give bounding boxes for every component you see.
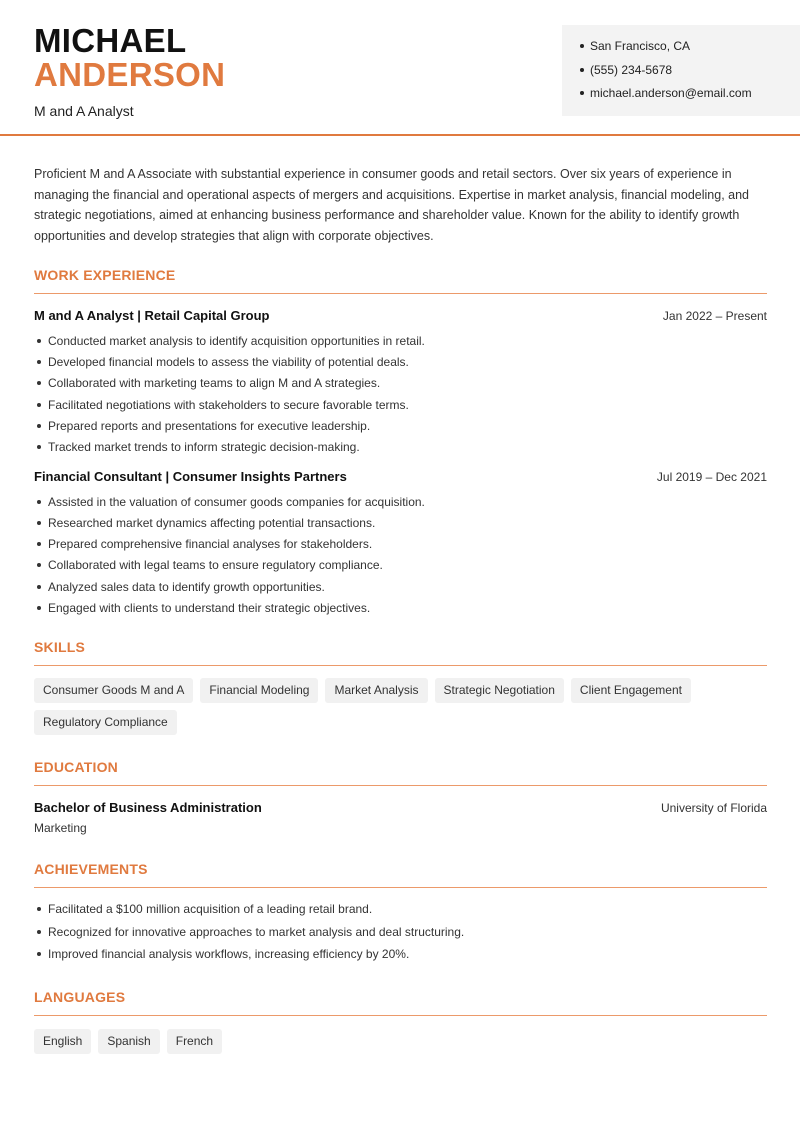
school: University of Florida: [660, 801, 767, 816]
list-item: [34, 439, 767, 460]
bullet-icon: [37, 360, 41, 364]
job-title: M and A Analyst: [34, 103, 134, 119]
name-block: [34, 24, 225, 119]
bullet-text: Engaged with clients to understand their strategic objectives.: [48, 601, 371, 616]
job-role: M and A Analyst | Retail Capital Group: [34, 307, 270, 323]
job-entry: [34, 308, 767, 461]
skill-chip: Regulatory Compliance: [34, 710, 177, 735]
list-item: [34, 333, 767, 354]
bullet-icon: [37, 381, 41, 385]
skill-chip: Market Analysis: [325, 678, 427, 703]
skill-chip: Client Engagement: [571, 678, 691, 703]
bullet-icon: [37, 907, 41, 911]
job-entry: [34, 469, 767, 622]
section-divider: [34, 293, 767, 294]
education-section: [34, 759, 767, 835]
experience-section: [34, 267, 767, 622]
language-chip: English: [34, 1029, 91, 1054]
bullet-text: Improved financial analysis workflows, increasing efficiency by 20%.: [48, 947, 410, 962]
bullet-text: Analyzed sales data to identify growth opportunities.: [48, 579, 325, 594]
section-divider: [34, 665, 767, 666]
bullet-icon: [37, 563, 41, 567]
bullet-text: Developed financial models to assess the viability of potential deals.: [48, 355, 409, 370]
section-divider: [34, 887, 767, 888]
bullet-icon: [37, 445, 41, 449]
section-title-experience: WORK EXPERIENCE: [34, 266, 176, 283]
contact-email: [580, 85, 800, 109]
bullet-icon: [37, 952, 41, 956]
section-divider: [34, 1015, 767, 1016]
bullet-text: Researched market dynamics affecting potential transactions.: [48, 515, 376, 530]
list-item: [34, 579, 767, 600]
resume-header: [0, 0, 800, 136]
section-title-achievements: ACHIEVEMENTS: [34, 861, 148, 878]
education-header: [34, 800, 767, 815]
list-item: [34, 924, 767, 947]
bullet-icon: [37, 606, 41, 610]
list-item: [34, 536, 767, 557]
list-item: [34, 600, 767, 621]
bullet-icon: [37, 424, 41, 428]
achievements-list: [34, 901, 767, 969]
languages-section: [34, 989, 767, 1061]
bullet-text: Assisted in the valuation of consumer goods companies for acquisition.: [48, 494, 425, 509]
bullet-text: Collaborated with legal teams to ensure regulatory compliance.: [48, 558, 383, 573]
bullet-text: Facilitated negotiations with stakeholders to secure favorable terms.: [48, 397, 409, 412]
section-title-education: EDUCATION: [34, 759, 118, 776]
section-title-languages: LANGUAGES: [34, 988, 126, 1005]
skill-chip: Financial Modeling: [200, 678, 318, 703]
location-text: San Francisco, CA: [590, 39, 691, 53]
contact-phone: [580, 62, 800, 86]
list-item: [34, 494, 767, 515]
bullet-text: Prepared comprehensive financial analyses for stakeholders.: [48, 537, 373, 552]
list-item: [34, 397, 767, 418]
list-item: [34, 557, 767, 578]
bullet-icon: [37, 585, 41, 589]
degree: Bachelor of Business Administration: [34, 800, 262, 816]
last-name: ANDERSON: [34, 56, 226, 93]
job-bullets: [34, 494, 767, 622]
language-chip: Spanish: [98, 1029, 159, 1054]
bullet-text: Collaborated with marketing teams to align M and A strategies.: [48, 376, 381, 391]
bullet-icon: [580, 68, 584, 72]
skills-section: [34, 639, 767, 742]
section-divider: [34, 785, 767, 786]
job-dates: Jul 2019 – Dec 2021: [656, 469, 767, 484]
bullet-icon: [580, 91, 584, 95]
list-item: [34, 354, 767, 375]
list-item: [34, 418, 767, 439]
skills-chips: [34, 678, 767, 742]
list-item: [34, 515, 767, 536]
language-chips: [34, 1029, 767, 1061]
list-item: [34, 901, 767, 924]
contact-location: [580, 38, 800, 62]
phone-text: (555) 234-5678: [590, 62, 673, 77]
language-chip: French: [167, 1029, 222, 1054]
education-entry: [34, 800, 767, 835]
job-bullets: [34, 333, 767, 461]
job-dates: Jan 2022 – Present: [662, 308, 767, 323]
field-of-study: Marketing: [34, 821, 87, 836]
bullet-icon: [37, 930, 41, 934]
job-header: [34, 308, 767, 323]
bullet-icon: [37, 339, 41, 343]
bullet-icon: [37, 542, 41, 546]
section-title-skills: SKILLS: [34, 639, 85, 656]
bullet-text: Tracked market trends to inform strategic decision-making.: [48, 440, 360, 455]
skill-chip: Consumer Goods M and A: [34, 678, 193, 703]
first-name: MICHAEL: [34, 22, 187, 59]
email-text: michael.anderson@email.com: [590, 86, 752, 100]
bullet-icon: [37, 403, 41, 407]
achievements-section: [34, 861, 767, 969]
bullet-text: Conducted market analysis to identify acquisition opportunities in retail.: [48, 333, 425, 348]
bullet-text: Recognized for innovative approaches to market analysis and deal structuring.: [48, 924, 465, 939]
bullet-icon: [37, 521, 41, 525]
list-item: [34, 375, 767, 396]
job-role: Financial Consultant | Consumer Insights Partners: [34, 468, 347, 484]
job-header: [34, 469, 767, 484]
skill-chip: Strategic Negotiation: [435, 678, 564, 703]
bullet-text: Facilitated a $100 million acquisition of a leading retail brand.: [48, 902, 373, 917]
contact-box: [562, 25, 800, 116]
bullet-icon: [580, 44, 584, 48]
bullet-text: Prepared reports and presentations for executive leadership.: [48, 419, 371, 433]
bullet-icon: [37, 500, 41, 504]
list-item: [34, 946, 767, 969]
resume-body: [34, 164, 767, 1061]
summary-paragraph: Proficient M and A Associate with substantial experience in consumer goods and retail sectors. Over six years of experience in managing the financial and operational aspects of mergers and acquisitions. Expertise in market analysis, financial modeling, and strategic negotiations, aimed at enhancing business performance and shareholder value. Known for the ability to identify growth opportunities and develop strategies that align with corporate objectives.: [34, 167, 749, 244]
